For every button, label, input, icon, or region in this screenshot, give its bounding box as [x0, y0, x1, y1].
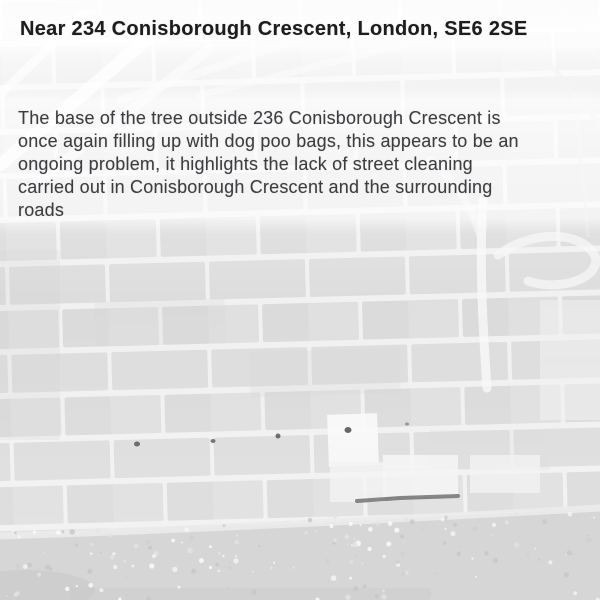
description-line: carried out in Conisborough Crescent and the surrounding [18, 177, 493, 197]
description-line: roads [18, 200, 65, 220]
description-line: once again filling up with dog poo bags, this appears to be an [18, 131, 519, 151]
description-line: ongoing problem, it highlights the lack of street cleaning [18, 154, 473, 174]
location-banner [0, 11, 600, 47]
description-line: The base of the tree outside 236 Conisborough Crescent is [18, 108, 501, 128]
location-text: Near 234 Conisborough Crescent, London, SE6 2SE [20, 17, 528, 40]
description-banner [0, 99, 600, 220]
